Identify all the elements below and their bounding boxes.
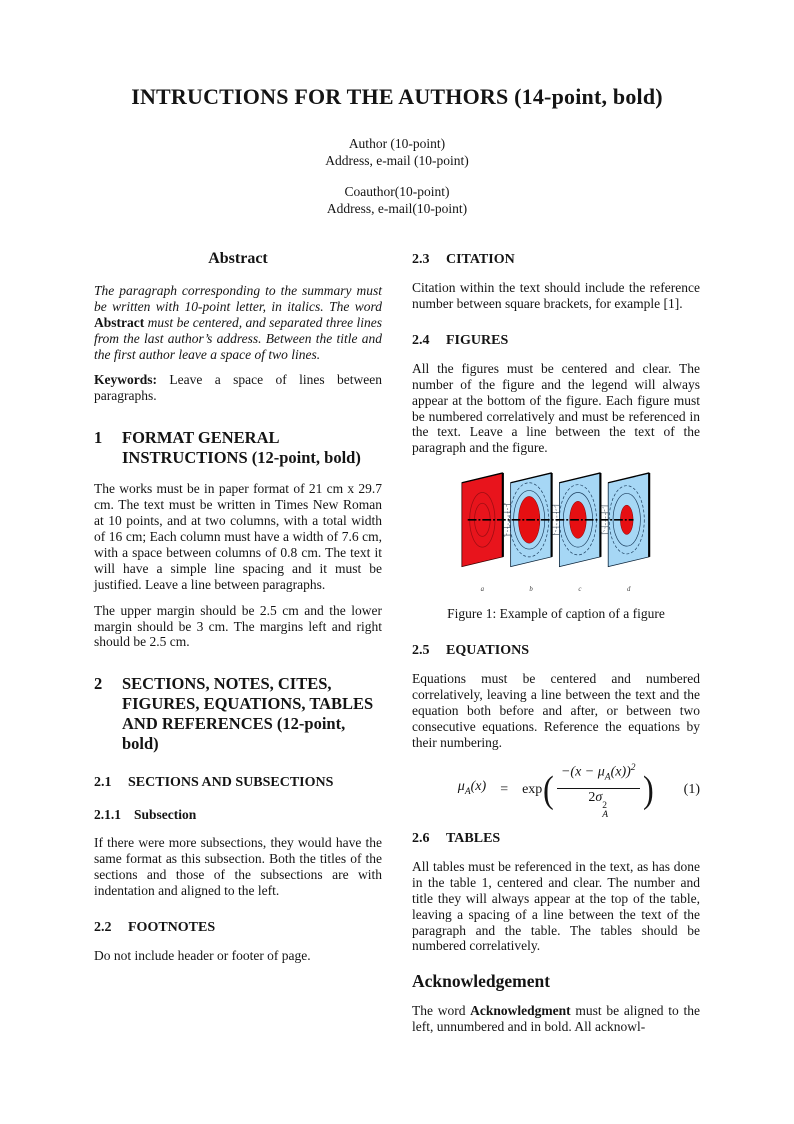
page-content <box>94 84 700 1045</box>
two-column-layout <box>94 249 700 1045</box>
subsection-2-3-number: 2.3 <box>412 252 430 267</box>
svg-text:d: d <box>626 586 631 594</box>
open-paren: ( <box>543 769 555 812</box>
equation-number: (1) <box>683 782 700 798</box>
subsection-2-6-number: 2.6 <box>412 830 430 846</box>
figure-axis-labels <box>481 586 631 593</box>
ack-bold-word: Acknowledgment <box>470 1003 571 1019</box>
right-column <box>412 249 700 1045</box>
subsection-2-4-heading <box>412 332 700 349</box>
subsection-2-2-title: FOOTNOTES <box>128 919 216 935</box>
section-2-heading <box>94 674 382 754</box>
subsection-2-1-1-title: Subsection <box>134 807 197 823</box>
abstract-bold-word: Abstract <box>94 314 145 330</box>
figure-1-image <box>456 466 656 598</box>
equation-fraction <box>557 761 640 820</box>
left-column <box>94 249 382 1045</box>
figure-1 <box>412 466 700 622</box>
acknowledgement-heading: Acknowledgement <box>412 971 551 992</box>
author-gap <box>94 169 700 183</box>
svg-text:a: a <box>480 586 485 594</box>
equation-1 <box>412 761 700 820</box>
equals-sign: = <box>500 782 509 798</box>
subsection-2-2-number: 2.2 <box>94 919 112 935</box>
subsection-2-4-title: FIGURES <box>446 332 509 348</box>
coauthor-address: Address, e-mail(10-point) <box>326 201 468 216</box>
subsection-2-1-title: SECTIONS AND SUBSECTIONS <box>128 775 334 791</box>
exp-operator: exp <box>522 782 543 798</box>
subsection-2-6-paragraph: All tables must be referenced in the text, as has done in the table 1, centered and clear. The number and title they will always appear at the top of the table, leaving a spacing of a line between the text of the paragraph and the table. The tables should be numbered correlatively. <box>412 858 700 954</box>
section-2-title: SECTIONS, NOTES, CITES, FIGURES, EQUATIONS, TABLES AND REFERENCES (12-point, bold) <box>122 674 374 754</box>
subsection-2-1-number: 2.1 <box>94 775 112 791</box>
equation-lhs: $\mu_A(x)$ <box>457 779 487 798</box>
abstract-text-after: must be centered, and separated three lines from the last author’s address. Between the title and the first author leave a space of two lines. <box>94 314 382 362</box>
subsection-2-3-heading <box>412 251 700 268</box>
author-name: Author (10-point) <box>348 136 446 151</box>
keywords-paragraph <box>94 372 382 404</box>
subsection-2-2-heading <box>94 919 382 936</box>
section-1-paragraph-2: The upper margin should be 2.5 cm and the lower margin should be 3 cm. The margins left and right should be 2.5 cm. <box>94 602 382 650</box>
section-1-title: FORMAT GENERAL INSTRUCTIONS (12-point, bold) <box>122 428 361 468</box>
abstract-paragraph <box>94 283 382 363</box>
subsection-2-5-heading <box>412 642 700 659</box>
ack-text-after: must be aligned to the left, unnumbered and in bold. All acknowl- <box>412 1003 700 1035</box>
subsection-2-3-paragraph: Citation within the text should include the reference number between square brackets, for example [1]. <box>412 280 700 311</box>
svg-text:b: b <box>529 586 533 594</box>
figure-plane-blue-2 <box>559 473 600 567</box>
keywords-text: Leave a space of lines between paragraphs. <box>94 372 382 404</box>
subsection-2-5-title: EQUATIONS <box>446 643 529 659</box>
subsection-2-5-number: 2.5 <box>412 643 430 659</box>
author-address: Address, e-mail (10-point) <box>325 153 469 168</box>
fraction-denominator: 2σ 2 A <box>588 789 609 820</box>
abstract-text-before: The paragraph corresponding to the summary must be written with 10-point letter, in italics. The word <box>94 282 382 314</box>
section-1-paragraph-1: The works must be in paper format of 21 cm x 29.7 cm. The text must be written in Times New Roman at 10 points, and at two columns, with a total width of 16 cm; Each column must have a width of 7.6 cm, with a space between columns of 0.8 cm. The text it will have a simple line spacing and it must be justified. Leave a line between paragraphs. <box>94 481 382 592</box>
svg-text:c: c <box>578 586 582 594</box>
subsection-2-3-title: CITATION <box>446 252 515 267</box>
close-paren: ) <box>642 769 654 812</box>
subsection-2-1-1-paragraph: If there were more subsections, they would have the same format as this subsection. Both the titles of the sections and those of the subsections are with indentation and aligned to the left. <box>94 835 382 899</box>
abstract-heading: Abstract <box>208 250 268 267</box>
ack-text-before: The word <box>412 1003 471 1019</box>
fraction-numerator: $-(x - \mu_A(x))^2$ <box>557 761 640 789</box>
subsection-2-6-title: TABLES <box>446 830 501 846</box>
subsection-2-4-number: 2.4 <box>412 332 430 348</box>
subsection-2-4-paragraph: All the figures must be centered and clear. The number of the figure and the legend will always appear at the bottom of the figure. Each figure must be numbered correlatively and must be referenced in the text. Leave a line between the text of the paragraph and the figure. <box>412 360 700 456</box>
subsection-2-5-paragraph: Equations must be centered and numbered correlatively, leaving a line between the text and the equation both before and after, or between two consecutive equations. Reference the equations by their numbering. <box>412 671 700 750</box>
subsection-2-6-heading <box>412 830 700 847</box>
section-1-number: 1 <box>94 428 103 448</box>
subsection-2-1-heading <box>94 774 382 791</box>
section-1-heading <box>94 428 382 468</box>
subsection-2-1-1-number: 2.1.1 <box>94 807 121 823</box>
coauthor-name: Coauthor(10-point) <box>344 184 450 199</box>
author-block <box>94 135 700 217</box>
figure-1-caption: Figure 1: Example of caption of a figure <box>447 606 665 622</box>
keywords-label: Keywords: <box>94 372 157 388</box>
section-2-number: 2 <box>94 674 103 694</box>
acknowledgement-paragraph <box>412 1003 700 1035</box>
page-title: INTRUCTIONS FOR THE AUTHORS (14-point, bold) <box>131 84 663 109</box>
subsection-2-1-1-heading <box>94 807 382 823</box>
subsection-2-2-paragraph: Do not include header or footer of page. <box>94 947 311 963</box>
